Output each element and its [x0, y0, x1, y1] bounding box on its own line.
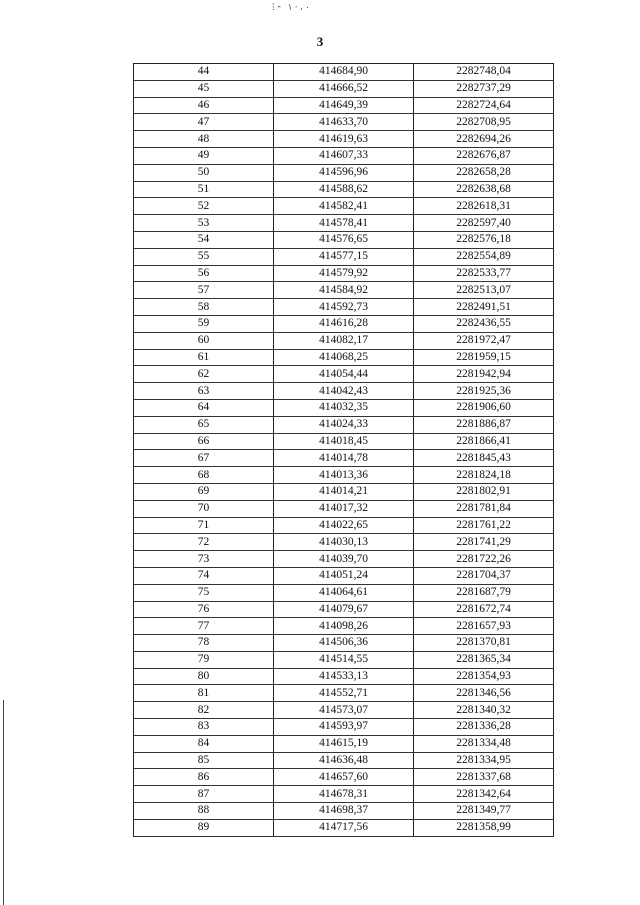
point-number-cell: 80 — [134, 668, 274, 685]
y-coordinate-cell: 2281942,94 — [414, 366, 554, 383]
x-coordinate-cell: 414596,96 — [274, 164, 414, 181]
y-coordinate-cell: 2281886,87 — [414, 416, 554, 433]
point-number-cell: 65 — [134, 416, 274, 433]
point-number-cell: 50 — [134, 164, 274, 181]
point-number-cell: 83 — [134, 719, 274, 736]
point-number-cell: 70 — [134, 500, 274, 517]
table-row — [134, 819, 554, 836]
y-coordinate-cell: 2281340,32 — [414, 702, 554, 719]
table-row — [134, 735, 554, 752]
y-coordinate-cell: 2282597,40 — [414, 215, 554, 232]
table-row — [134, 786, 554, 803]
table-row — [134, 416, 554, 433]
x-coordinate-cell: 414576,65 — [274, 231, 414, 248]
x-coordinate-cell: 414533,13 — [274, 668, 414, 685]
table-row — [134, 80, 554, 97]
x-coordinate-cell: 414698,37 — [274, 803, 414, 820]
y-coordinate-cell: 2282658,28 — [414, 164, 554, 181]
y-coordinate-cell: 2281845,43 — [414, 450, 554, 467]
table-row — [134, 567, 554, 584]
x-coordinate-cell: 414552,71 — [274, 685, 414, 702]
point-number-cell: 55 — [134, 248, 274, 265]
table-row — [134, 651, 554, 668]
x-coordinate-cell: 414014,78 — [274, 450, 414, 467]
point-number-cell: 76 — [134, 601, 274, 618]
point-number-cell: 71 — [134, 517, 274, 534]
y-coordinate-cell: 2282748,04 — [414, 64, 554, 81]
y-coordinate-cell: 2281337,68 — [414, 769, 554, 786]
point-number-cell: 88 — [134, 803, 274, 820]
table-row — [134, 450, 554, 467]
table-row — [134, 366, 554, 383]
x-coordinate-cell: 414717,56 — [274, 819, 414, 836]
table-row — [134, 332, 554, 349]
y-coordinate-cell: 2282491,51 — [414, 299, 554, 316]
point-number-cell: 66 — [134, 433, 274, 450]
point-number-cell: 77 — [134, 618, 274, 635]
table-row — [134, 114, 554, 131]
y-coordinate-cell: 2282436,55 — [414, 315, 554, 332]
y-coordinate-cell: 2281657,93 — [414, 618, 554, 635]
y-coordinate-cell: 2281672,74 — [414, 601, 554, 618]
x-coordinate-cell: 414666,52 — [274, 80, 414, 97]
y-coordinate-cell: 2282576,18 — [414, 231, 554, 248]
x-coordinate-cell: 414030,13 — [274, 534, 414, 551]
table-row — [134, 668, 554, 685]
y-coordinate-cell: 2281761,22 — [414, 517, 554, 534]
x-coordinate-cell: 414592,73 — [274, 299, 414, 316]
table-row — [134, 500, 554, 517]
y-coordinate-cell: 2282638,68 — [414, 181, 554, 198]
point-number-cell: 47 — [134, 114, 274, 131]
point-number-cell: 73 — [134, 551, 274, 568]
point-number-cell: 51 — [134, 181, 274, 198]
point-number-cell: 63 — [134, 383, 274, 400]
x-coordinate-cell: 414018,45 — [274, 433, 414, 450]
x-coordinate-cell: 414582,41 — [274, 198, 414, 215]
point-number-cell: 64 — [134, 399, 274, 416]
x-coordinate-cell: 414649,39 — [274, 97, 414, 114]
table-row — [134, 282, 554, 299]
y-coordinate-cell: 2281802,91 — [414, 483, 554, 500]
y-coordinate-cell: 2282708,95 — [414, 114, 554, 131]
y-coordinate-cell: 2281866,41 — [414, 433, 554, 450]
x-coordinate-cell: 414616,28 — [274, 315, 414, 332]
y-coordinate-cell: 2281342,64 — [414, 786, 554, 803]
table-row — [134, 433, 554, 450]
point-number-cell: 45 — [134, 80, 274, 97]
point-number-cell: 78 — [134, 635, 274, 652]
x-coordinate-cell: 414064,61 — [274, 584, 414, 601]
point-number-cell: 61 — [134, 349, 274, 366]
y-coordinate-cell: 2282737,29 — [414, 80, 554, 97]
x-coordinate-cell: 414573,07 — [274, 702, 414, 719]
table-row — [134, 467, 554, 484]
y-coordinate-cell: 2282694,26 — [414, 131, 554, 148]
left-margin-scan-line — [3, 700, 4, 905]
point-number-cell: 68 — [134, 467, 274, 484]
x-coordinate-cell: 414633,70 — [274, 114, 414, 131]
y-coordinate-cell: 2281925,36 — [414, 383, 554, 400]
table-row — [134, 181, 554, 198]
y-coordinate-cell: 2281334,48 — [414, 735, 554, 752]
table-row — [134, 231, 554, 248]
y-coordinate-cell: 2281346,56 — [414, 685, 554, 702]
x-coordinate-cell: 414588,62 — [274, 181, 414, 198]
y-coordinate-cell: 2281687,79 — [414, 584, 554, 601]
y-coordinate-cell: 2281972,47 — [414, 332, 554, 349]
x-coordinate-cell: 414082,17 — [274, 332, 414, 349]
x-coordinate-cell: 414607,33 — [274, 147, 414, 164]
x-coordinate-cell: 414577,15 — [274, 248, 414, 265]
point-number-cell: 48 — [134, 131, 274, 148]
y-coordinate-cell: 2282554,89 — [414, 248, 554, 265]
table-row — [134, 399, 554, 416]
y-coordinate-cell: 2282618,31 — [414, 198, 554, 215]
point-number-cell: 84 — [134, 735, 274, 752]
table-row — [134, 164, 554, 181]
x-coordinate-cell: 414506,36 — [274, 635, 414, 652]
table-row — [134, 517, 554, 534]
x-coordinate-cell: 414098,26 — [274, 618, 414, 635]
table-row — [134, 383, 554, 400]
point-number-cell: 56 — [134, 265, 274, 282]
table-row — [134, 635, 554, 652]
table-row — [134, 97, 554, 114]
y-coordinate-cell: 2281906,60 — [414, 399, 554, 416]
y-coordinate-cell: 2281358,99 — [414, 819, 554, 836]
page-number: 3 — [316, 34, 324, 49]
point-number-cell: 67 — [134, 450, 274, 467]
x-coordinate-cell: 414619,63 — [274, 131, 414, 148]
x-coordinate-cell: 414068,25 — [274, 349, 414, 366]
y-coordinate-cell: 2281349,77 — [414, 803, 554, 820]
x-coordinate-cell: 414022,65 — [274, 517, 414, 534]
table-row — [134, 64, 554, 81]
point-number-cell: 86 — [134, 769, 274, 786]
x-coordinate-cell: 414014,21 — [274, 483, 414, 500]
point-number-cell: 52 — [134, 198, 274, 215]
point-number-cell: 49 — [134, 147, 274, 164]
scan-artifact-mark: ⵗ⁃ ٠ ، ‧ ١ — [272, 2, 310, 12]
y-coordinate-cell: 2281334,95 — [414, 752, 554, 769]
table-row — [134, 803, 554, 820]
table-row — [134, 483, 554, 500]
point-number-cell: 87 — [134, 786, 274, 803]
y-coordinate-cell: 2281354,93 — [414, 668, 554, 685]
x-coordinate-cell: 414578,41 — [274, 215, 414, 232]
point-number-cell: 44 — [134, 64, 274, 81]
point-number-cell: 62 — [134, 366, 274, 383]
point-number-cell: 69 — [134, 483, 274, 500]
point-number-cell: 58 — [134, 299, 274, 316]
y-coordinate-cell: 2282513,07 — [414, 282, 554, 299]
y-coordinate-cell: 2281704,37 — [414, 567, 554, 584]
table-row — [134, 248, 554, 265]
point-number-cell: 60 — [134, 332, 274, 349]
x-coordinate-cell: 414042,43 — [274, 383, 414, 400]
table-row — [134, 315, 554, 332]
point-number-cell: 54 — [134, 231, 274, 248]
x-coordinate-cell: 414013,36 — [274, 467, 414, 484]
table-row — [134, 265, 554, 282]
table-row — [134, 215, 554, 232]
point-number-cell: 85 — [134, 752, 274, 769]
y-coordinate-cell: 2282533,77 — [414, 265, 554, 282]
x-coordinate-cell: 414017,32 — [274, 500, 414, 517]
table-row — [134, 769, 554, 786]
point-number-cell: 82 — [134, 702, 274, 719]
table-row — [134, 349, 554, 366]
point-number-cell: 59 — [134, 315, 274, 332]
table-row — [134, 618, 554, 635]
x-coordinate-cell: 414584,92 — [274, 282, 414, 299]
table-row — [134, 198, 554, 215]
table-row — [134, 534, 554, 551]
x-coordinate-cell: 414039,70 — [274, 551, 414, 568]
point-number-cell: 72 — [134, 534, 274, 551]
x-coordinate-cell: 414579,92 — [274, 265, 414, 282]
x-coordinate-cell: 414678,31 — [274, 786, 414, 803]
y-coordinate-cell: 2281336,28 — [414, 719, 554, 736]
table-row — [134, 551, 554, 568]
point-number-cell: 89 — [134, 819, 274, 836]
point-number-cell: 53 — [134, 215, 274, 232]
x-coordinate-cell: 414024,33 — [274, 416, 414, 433]
point-number-cell: 81 — [134, 685, 274, 702]
point-number-cell: 79 — [134, 651, 274, 668]
y-coordinate-cell: 2281781,84 — [414, 500, 554, 517]
x-coordinate-cell: 414657,60 — [274, 769, 414, 786]
table-row — [134, 702, 554, 719]
x-coordinate-cell: 414684,90 — [274, 64, 414, 81]
x-coordinate-cell: 414615,19 — [274, 735, 414, 752]
x-coordinate-cell: 414032,35 — [274, 399, 414, 416]
coordinates-table-body — [134, 64, 554, 837]
table-row — [134, 147, 554, 164]
y-coordinate-cell: 2281365,34 — [414, 651, 554, 668]
x-coordinate-cell: 414636,48 — [274, 752, 414, 769]
table-row — [134, 685, 554, 702]
x-coordinate-cell: 414051,24 — [274, 567, 414, 584]
table-row — [134, 584, 554, 601]
point-number-cell: 46 — [134, 97, 274, 114]
point-number-cell: 74 — [134, 567, 274, 584]
coordinates-table — [133, 63, 554, 837]
table-row — [134, 719, 554, 736]
point-number-cell: 75 — [134, 584, 274, 601]
y-coordinate-cell: 2281959,15 — [414, 349, 554, 366]
table-row — [134, 601, 554, 618]
y-coordinate-cell: 2282676,87 — [414, 147, 554, 164]
y-coordinate-cell: 2281370,81 — [414, 635, 554, 652]
y-coordinate-cell: 2282724,64 — [414, 97, 554, 114]
x-coordinate-cell: 414054,44 — [274, 366, 414, 383]
x-coordinate-cell: 414514,55 — [274, 651, 414, 668]
table-row — [134, 752, 554, 769]
x-coordinate-cell: 414593,97 — [274, 719, 414, 736]
y-coordinate-cell: 2281722,26 — [414, 551, 554, 568]
y-coordinate-cell: 2281824,18 — [414, 467, 554, 484]
table-row — [134, 131, 554, 148]
y-coordinate-cell: 2281741,29 — [414, 534, 554, 551]
point-number-cell: 57 — [134, 282, 274, 299]
table-row — [134, 299, 554, 316]
x-coordinate-cell: 414079,67 — [274, 601, 414, 618]
